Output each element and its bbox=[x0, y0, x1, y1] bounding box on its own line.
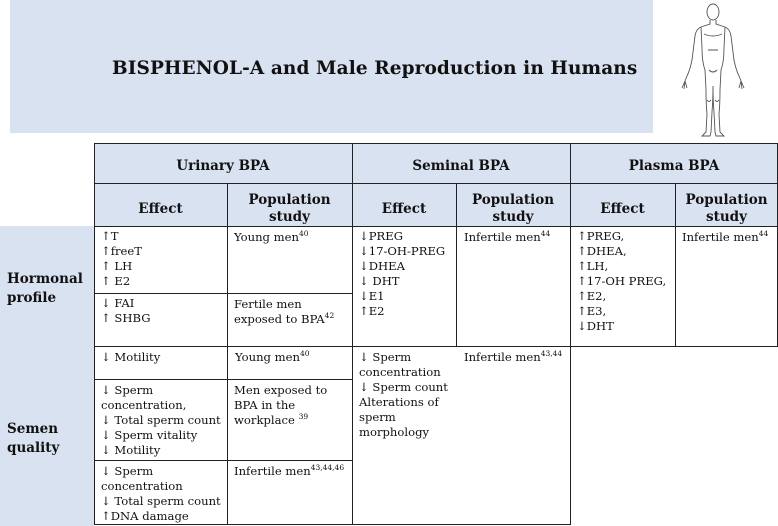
header-urinary-population: Population study bbox=[248, 192, 331, 225]
seminal-hormonal-effect: ↓PREG ↓17-OH-PREG ↓DHEA ↓ DHT ↓E1 ↑E2 bbox=[359, 229, 446, 318]
title-banner bbox=[10, 0, 653, 133]
row-label-hormonal-profile: Hormonal profile bbox=[7, 271, 83, 306]
header-plasma-bpa: Plasma BPA bbox=[628, 158, 720, 174]
human-body-figure-icon bbox=[668, 0, 778, 140]
grid-line bbox=[675, 183, 676, 347]
header-urinary-bpa: Urinary BPA bbox=[176, 158, 270, 174]
urinary-semen-effect-3: ↓ Sperm concentration ↓ Total sperm count ↑DNA damage bbox=[101, 464, 221, 523]
urinary-semen-effect-2: ↓ Sperm concentration, ↓ Total sperm count ↓ Sperm vitality ↓ Motility bbox=[101, 383, 221, 457]
grid-line bbox=[94, 143, 95, 525]
header-plasma-effect: Effect bbox=[600, 201, 645, 217]
grid-line bbox=[94, 379, 352, 380]
seminal-hormonal-population: Infertile men$^{44}$ bbox=[464, 229, 551, 244]
grid-line bbox=[456, 183, 457, 347]
grid-line bbox=[352, 143, 353, 525]
seminal-semen-population: Infertile men$^{43,44}$ bbox=[464, 349, 563, 364]
grid-line bbox=[94, 293, 352, 294]
grid-line bbox=[94, 143, 778, 144]
urinary-hormonal-population-1: Young men$^{40}$ bbox=[234, 229, 309, 244]
grid-line bbox=[94, 346, 570, 347]
header-urinary-effect: Effect bbox=[138, 201, 183, 217]
plasma-hormonal-population: Infertile men$^{44}$ bbox=[682, 229, 769, 244]
header-plasma-population: Population study bbox=[685, 192, 768, 225]
page-title: BISPHENOL-A and Male Reproduction in Humans bbox=[112, 58, 638, 79]
grid-line bbox=[94, 460, 352, 461]
grid-line bbox=[227, 183, 228, 525]
urinary-hormonal-population-2: Fertile men exposed to BPA$^{42}$ bbox=[234, 297, 335, 326]
grid-line bbox=[570, 346, 778, 347]
grid-line bbox=[570, 143, 571, 525]
urinary-semen-population-3: Infertile men$^{43,44,46}$ bbox=[234, 463, 345, 478]
header-seminal-effect: Effect bbox=[381, 201, 427, 217]
urinary-hormonal-effect-1: ↑T ↑freeT ↑ LH ↑ E2 bbox=[101, 229, 143, 288]
urinary-semen-population-1: Young men$^{40}$ bbox=[235, 349, 310, 364]
urinary-semen-effect-1: ↓ Motility bbox=[101, 350, 161, 364]
plasma-hormonal-effect: ↑PREG, ↑DHEA, ↑LH, ↑17-OH PREG, ↑E2, ↑E3, ↓DHT bbox=[577, 229, 667, 333]
urinary-semen-population-2: Men exposed to BPA in the workplace $^{39}$ bbox=[234, 383, 328, 427]
header-seminal-population: Population study bbox=[471, 192, 555, 225]
urinary-hormonal-effect-2: ↓ FAI ↑ SHBG bbox=[101, 296, 151, 325]
seminal-semen-effect: ↓ Sperm concentration ↓ Sperm count Alterations of sperm morphology bbox=[359, 350, 448, 439]
header-seminal-bpa: Seminal BPA bbox=[412, 158, 510, 174]
grid-line bbox=[94, 524, 570, 525]
row-label-semen-quality: Semen quality bbox=[7, 421, 60, 456]
